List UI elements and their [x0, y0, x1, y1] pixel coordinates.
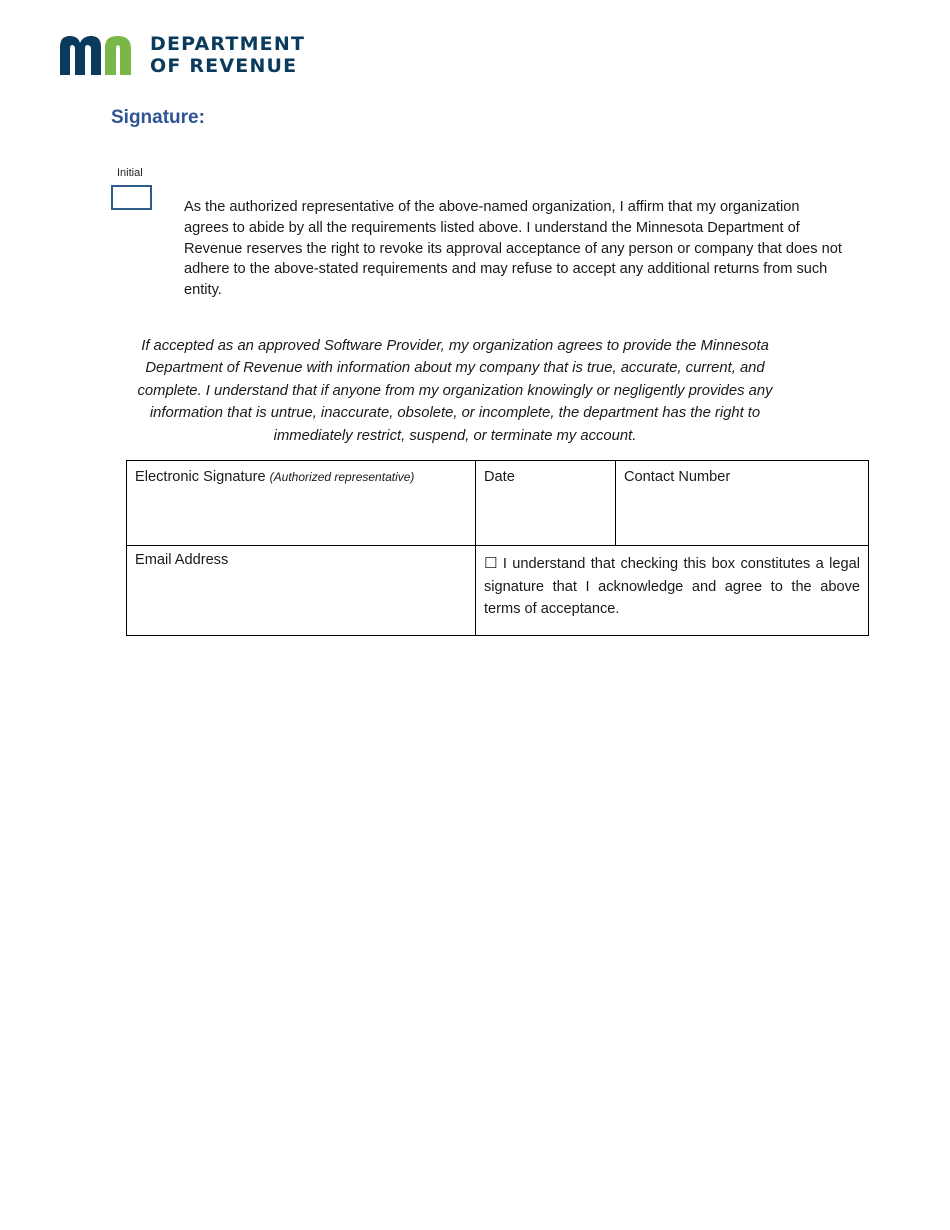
- electronic-signature-label: Electronic Signature: [135, 469, 266, 485]
- legal-signature-checkbox[interactable]: ☐: [484, 554, 498, 572]
- logo-text-line1: DEPARTMENT: [150, 33, 306, 55]
- signature-table: [126, 460, 869, 636]
- email-row: [127, 546, 869, 636]
- email-address-field[interactable]: [127, 546, 476, 636]
- date-field[interactable]: [476, 461, 616, 546]
- accuracy-statement: If accepted as an approved Software Provider, my organization agrees to provide the Minnesota Department of Revenue with information about my company that is true, accurate, current, and complete. I understand that if anyone from my organization knowingly or negligently provides any information that is untrue, inaccurate, obsolete, or incomplete, the department has the right to immediately restrict, suspend, or terminate my account.: [137, 338, 773, 444]
- electronic-signature-field[interactable]: [127, 461, 476, 546]
- electronic-signature-note: (Authorized representative): [269, 470, 415, 484]
- initial-label: Initial: [117, 167, 143, 179]
- signature-heading: Signature:: [111, 107, 205, 128]
- contact-number-label: Contact Number: [624, 469, 731, 485]
- signature-row: [127, 461, 869, 546]
- date-label: Date: [484, 469, 515, 485]
- affirmation-paragraph: As the authorized representative of the above-named organization, I affirm that my organization agrees to abide by all the requirements listed above. I understand the Minnesota Department of Revenue reserves the right to revoke its approval acceptance of any person or company that does not adhere to the above-stated requirements and may refuse to accept any additional returns from such entity.: [184, 199, 842, 299]
- mn-logo-mark-icon: [58, 33, 142, 77]
- email-address-label: Email Address: [135, 552, 229, 568]
- department-of-revenue-logo: [58, 33, 305, 77]
- logo-text-line2: OF REVENUE: [150, 55, 298, 77]
- acknowledgement-cell: [476, 546, 869, 636]
- initial-input-box[interactable]: [111, 185, 152, 210]
- logo-text: [150, 33, 305, 77]
- contact-number-field[interactable]: [616, 461, 869, 546]
- acknowledgement-text: I understand that checking this box constitutes a legal signature that I acknowledge and agree to the above terms of acceptance.: [484, 556, 860, 617]
